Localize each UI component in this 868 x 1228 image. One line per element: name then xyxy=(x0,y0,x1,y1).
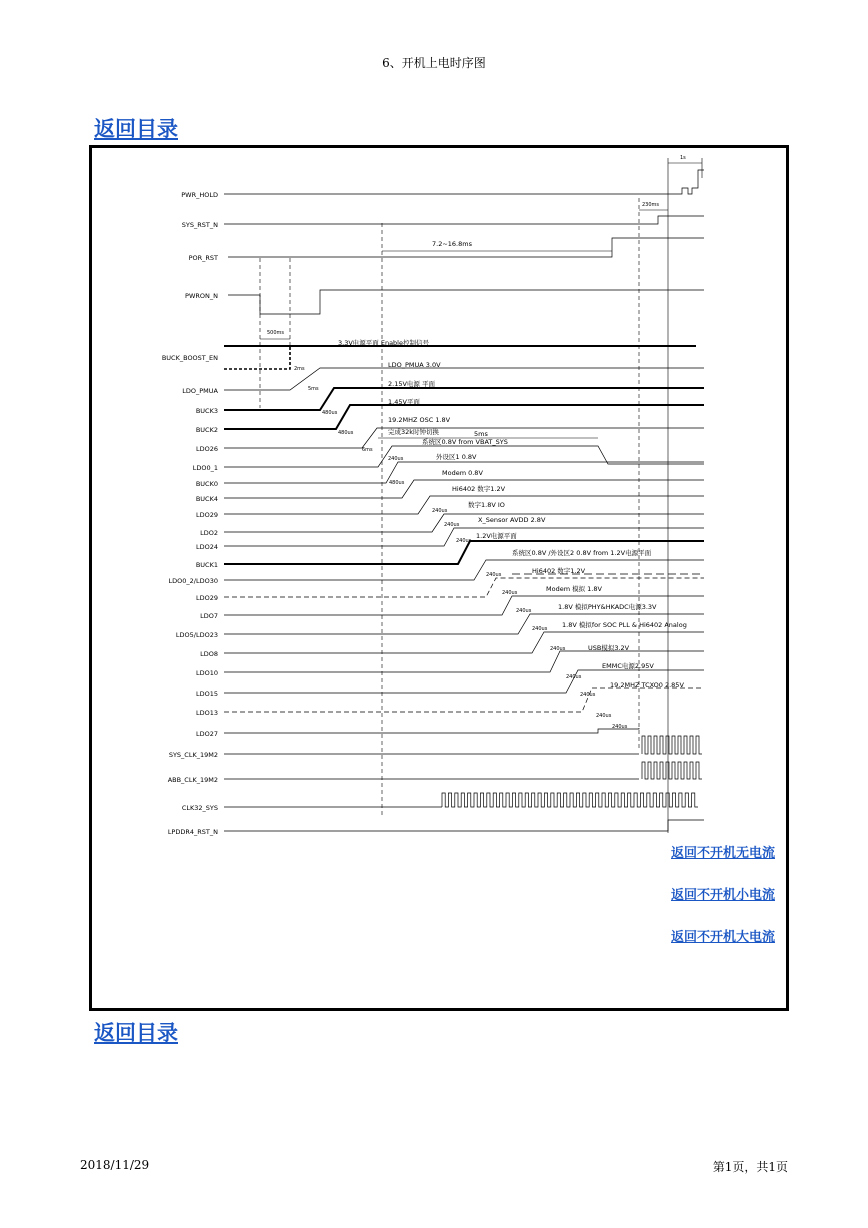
us-label-2: 480us xyxy=(389,480,405,486)
signal-label-ldo24: LDO24 xyxy=(195,543,218,551)
footer-date: 2018/11/29 xyxy=(80,1158,150,1172)
signal-label-ldo29: LDO29 xyxy=(195,511,218,519)
annotation-ldo0-2: 系统区0.8V /外设区2 0.8V from 1.2V电源平面 xyxy=(512,549,652,557)
us-label-3: 240us xyxy=(432,508,448,514)
back-to-toc-link-top[interactable]: 返回目录 xyxy=(94,116,178,141)
back-to-toc-link-bottom[interactable]: 返回目录 xyxy=(94,1020,178,1045)
us-label-10: 240us xyxy=(550,646,566,652)
annotation-bb-en: 3.3V电源平面 Enable控制信号 xyxy=(338,339,429,347)
annotation-buck2: 1.45V平面 xyxy=(388,398,420,406)
waveform-ldo2 xyxy=(224,514,704,532)
us-label-6: 240us xyxy=(486,572,502,578)
back-no-boot-high-current-link[interactable]: 返回不开机大电流 xyxy=(671,930,776,945)
waveform-ldo8 xyxy=(224,632,704,653)
annotation-7.2-16.8ms: 7.2~16.8ms xyxy=(432,240,472,248)
signal-label-buck0: BUCK0 xyxy=(195,480,218,488)
annotation-5ms-b: 5ms xyxy=(474,430,488,438)
annotation-6ms: 6ms xyxy=(362,447,373,453)
annotation-ldo13: 19.2MHZ TCXO0 2.85V xyxy=(610,681,684,689)
signal-label-ldo7: LDO7 xyxy=(200,612,218,620)
signal-label-ldo26: LDO26 xyxy=(195,445,218,453)
annotation-ldo15: EMMC电源2.95V xyxy=(602,662,654,670)
annotation-ldo2: 数字1.8V IO xyxy=(468,501,505,509)
signal-label-por-rst: POR_RST xyxy=(188,254,218,262)
waveform-clk32-sys xyxy=(442,793,698,807)
signal-label-pwron-n: PWRON_N xyxy=(185,292,218,300)
signal-label-buck-boost-en: BUCK_BOOST_EN xyxy=(161,354,218,362)
annotation-ldo26: 19.2MHZ OSC 1.8V xyxy=(388,416,451,424)
signal-label-ldo0-2-ldo30: LDO0_2/LDO30 xyxy=(168,577,218,585)
waveform-sys-clk-19m2 xyxy=(642,736,702,754)
us-label-12: 240us xyxy=(580,692,596,698)
annotation-ldo5: 1.8V 模拟PHY&HKADC电源3.3V xyxy=(558,603,657,611)
waveform-abb-clk-19m2 xyxy=(642,762,702,779)
signal-label-lpddr4-rst-n: LPDDR4_RST_N xyxy=(167,828,218,836)
us-label-9: 240us xyxy=(532,626,548,632)
us-label-13: 240us xyxy=(596,713,612,719)
waveform-pwron-n xyxy=(228,290,704,314)
us-label-1: 240us xyxy=(388,456,404,462)
annotation-480us-b: 480us xyxy=(338,430,354,436)
signal-label-buck2: BUCK2 xyxy=(195,426,218,434)
annotation-480us-a: 480us xyxy=(322,410,338,416)
annotation-ldo24: X_Sensor AVDD 2.8V xyxy=(478,516,546,524)
annotation-ldo29-b: Hi6402 数字1.2V xyxy=(532,567,586,575)
annotation-32k-switch: 完成32k时钟切换 xyxy=(388,428,440,436)
waveform-ldo13 xyxy=(224,688,704,712)
signal-label-ldo10: LDO10 xyxy=(195,669,218,677)
annotation-1s: 1s xyxy=(680,155,686,161)
signal-label-sys-rst-n: SYS_RST_N xyxy=(181,221,218,229)
page-header-title: 6、开机上电时序图 xyxy=(382,56,486,70)
annotation-ldo10: USB模拟3.2V xyxy=(588,644,630,652)
signal-label-ldo2: LDO2 xyxy=(200,529,218,537)
annotation-500ms: 500ms xyxy=(267,330,285,336)
timing-diagram-frame xyxy=(89,145,789,1011)
waveform-sys-rst-n xyxy=(224,216,704,224)
waveform-buck2 xyxy=(224,405,704,429)
back-no-boot-low-current-link[interactable]: 返回不开机小电流 xyxy=(671,888,776,903)
annotation-ldo7: Modem 模拟 1.8V xyxy=(546,585,602,593)
annotation-ldo0-1: 系统区0.8V from VBAT_SYS xyxy=(422,438,508,446)
signal-label-buck4: BUCK4 xyxy=(195,495,218,503)
signal-label-ldo13: LDO13 xyxy=(195,709,218,717)
annotation-230ms: 230ms xyxy=(642,202,660,208)
signal-label-ldo27: LDO27 xyxy=(195,730,218,738)
us-label-4: 240us xyxy=(444,522,460,528)
us-label-14: 240us xyxy=(612,724,628,730)
us-label-8: 240us xyxy=(516,608,532,614)
waveform-lpddr4-rst-n xyxy=(224,820,704,831)
signal-label-ldo-pmua: LDO_PMUA xyxy=(182,387,218,395)
annotation-ldo29: Hi6402 数字1.2V xyxy=(452,485,506,493)
signal-label-abb-clk-19m2: ABB_CLK_19M2 xyxy=(167,776,218,784)
annotation-buck0: 外设区1 0.8V xyxy=(436,453,477,461)
signal-label-ldo29-b: LDO29 xyxy=(195,594,218,602)
us-label-11: 240us xyxy=(566,674,582,680)
power-on-timing-diagram xyxy=(92,148,786,1008)
annotation-buck3: 2.15V电源 平面 xyxy=(388,380,435,388)
waveform-ldo29 xyxy=(224,496,704,514)
waveform-ldo29-b xyxy=(224,578,704,597)
signal-label-ldo15: LDO15 xyxy=(195,690,218,698)
signal-label-ldo5-ldo23: LDO5/LDO23 xyxy=(175,631,218,639)
signal-label-ldo0-1: LDO0_1 xyxy=(192,464,218,472)
waveform-ldo27 xyxy=(224,728,639,733)
footer-page-number: 第1页，共1页 xyxy=(712,1160,788,1174)
waveform-pwr-hold xyxy=(224,170,704,194)
annotation-2ms: 2ms xyxy=(294,366,305,372)
back-no-boot-no-current-link[interactable]: 返回不开机无电流 xyxy=(671,846,776,861)
signal-label-pwr-hold: PWR_HOLD xyxy=(181,191,218,199)
signal-label-ldo8: LDO8 xyxy=(200,650,218,658)
annotation-buck4: Modem 0.8V xyxy=(442,469,483,477)
signal-label-sys-clk-19m2: SYS_CLK_19M2 xyxy=(168,751,218,759)
annotation-5ms-a: 5ms xyxy=(308,386,319,392)
signal-label-buck3: BUCK3 xyxy=(195,407,218,415)
annotation-buck1: 1.2V电源平面 xyxy=(476,532,517,540)
signal-label-buck1: BUCK1 xyxy=(195,561,218,569)
waveform-buck-boost-en-dashed xyxy=(224,346,290,369)
annotation-ldo-pmua: LDO_PMUA 3.0V xyxy=(388,361,441,369)
us-label-7: 240us xyxy=(502,590,518,596)
us-label-5: 240us xyxy=(456,538,472,544)
waveform-buck3 xyxy=(224,388,704,410)
annotation-ldo8: 1.8V 模拟for SOC PLL & Hi6402 Analog xyxy=(562,621,687,629)
signal-label-clk32-sys: CLK32_SYS xyxy=(181,804,218,812)
